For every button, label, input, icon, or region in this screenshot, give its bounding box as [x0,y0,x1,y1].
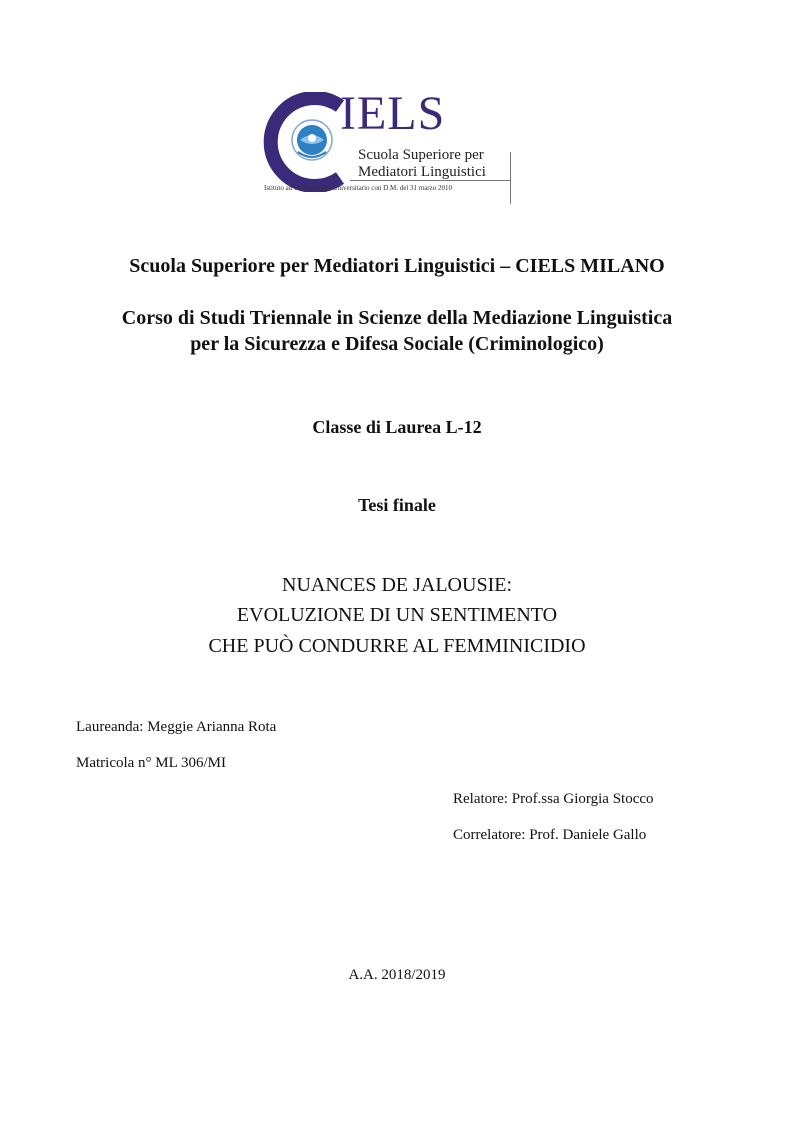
academic-year: A.A. 2018/2019 [348,967,446,983]
logo-subtitle-line2: Mediatori Linguistici [358,164,486,180]
course-title-line1: Corso di Studi Triennale in Scienze della Mediazione Linguistica [121,307,673,329]
thesis-title-line3: CHE PUÒ CONDURRE AL FEMMINICIDIO [208,635,586,657]
student-name: Laureanda: Meggie Arianna Rota [76,719,277,735]
ciels-logo [262,87,532,204]
logo-tagline: Istituto ad Ordinamento Universitario con D.M. del 31 marzo 2010 [264,184,452,192]
thesis-title-line2: EVOLUZIONE DI UN SENTIMENTO [236,604,558,626]
relatore: Relatore: Prof.ssa Giorgia Stocco [453,791,654,807]
degree-class: Classe di Laurea L-12 [312,417,482,437]
school-name: Scuola Superiore per Mediatori Linguistici – CIELS MILANO [129,255,665,277]
student-matricola: Matricola n° ML 306/MI [76,755,226,771]
correlatore: Correlatore: Prof. Daniele Gallo [453,827,647,843]
logo-wordmark: IELS [340,87,446,140]
course-title-line2: per la Sicurezza e Difesa Sociale (Criminologico) [190,333,604,355]
thesis-type: Tesi finale [358,495,436,515]
thesis-title-line1: NUANCES DE JALOUSIE: [282,574,512,596]
logo-divider-vertical [510,152,511,204]
logo-subtitle-line1: Scuola Superiore per [358,147,484,163]
